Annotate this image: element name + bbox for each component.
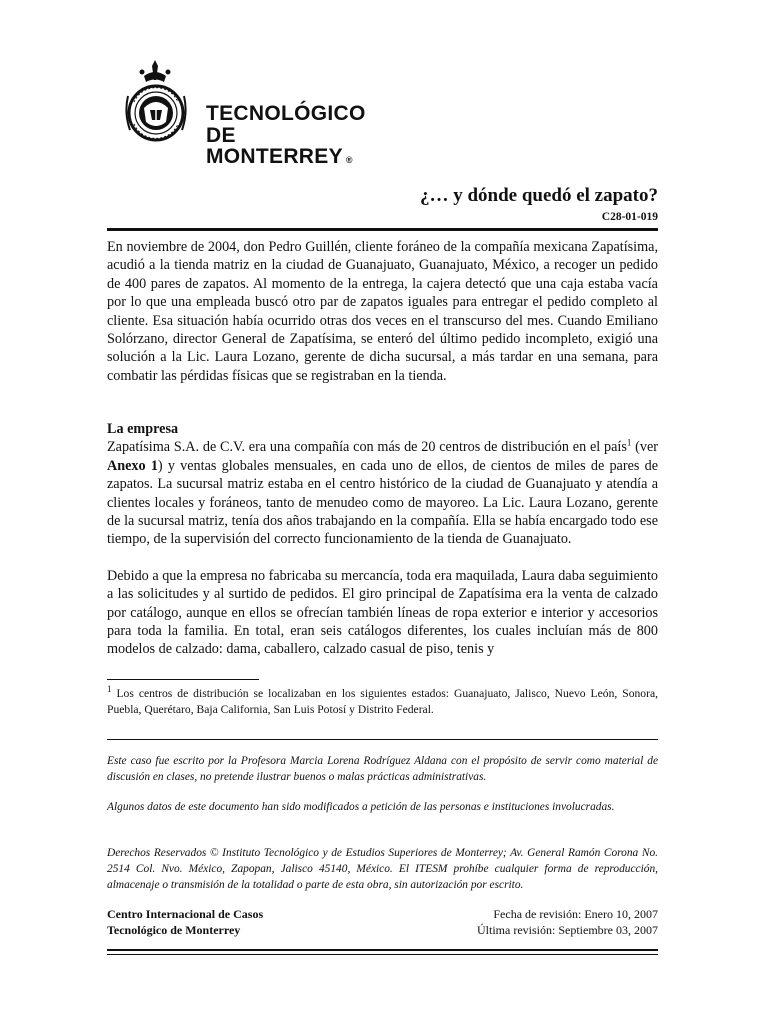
revision-date: Fecha de revisión: Enero 10, 2007 [493,907,658,921]
section-paragraph-1 [107,438,658,548]
modified-note: Algunos datos de este documento han sido modificados a petición de las personas e instituciones involucradas. [107,801,615,813]
intro-text: En noviembre de 2004, don Pedro Guillén, cliente foráneo de la compañía mexicana Zapatísima, acudió a la tienda matriz en la ciudad de Guanajuato, Guanajuato, México, a recoger un pedido de 400 pares de zapatos. Al momento de la entrega, la cajera detectó que una caja estaba vacía por lo que una empleada buscó otro par de zapatos iguales para entregar el pedido completo al cliente. Esa situación había ocurrido otras dos veces en el transcurso del mes. Cuando Emiliano Solórzano, director General de Zapatísima, se enteró del último pedido incompleto, exigió una solución a la Lic. Laura Lozano, gerente de dicha sucursal, a más tardar en una semana, para combatir las pérdidas físicas que se registraban en la tienda. [107,239,658,384]
last-revision-date: Última revisión: Septiembre 03, 2007 [477,923,658,937]
authorship-note: Este caso fue escrito por la Profesora Marcia Lorena Rodríguez Aldana con el propósito de servir como material de discusión en clases, no pretende ilustrar buenos o malas prácticas administrativas. [107,755,658,783]
section-paragraph-2: Debido a que la empresa no fabricaba su mercancía, toda era maquilada, Laura daba seguimiento a las solicitudes y al surtido de pedidos. El giro principal de Zapatísima era la venta de calzado por catálogo, aunque en ellos se ofrecían también líneas de ropa exterior e interior y accesorios para toda la familia. En total, eran seis catálogos diferentes, los cuales incluían más de 800 modelos de calzado: dama, caballero, calzado casual de piso, tenis y [107,567,658,658]
logo-line-2 [206,125,382,167]
section-la-empresa [107,420,658,659]
footer-right [477,906,658,938]
footer-org-1: Centro Internacional de Casos [107,907,264,921]
logo-line-2-text: DE MONTERREY [206,124,343,168]
rights-note: Derechos Reservados © Instituto Tecnológico y de Estudios Superiores de Monterrey; Av. General Ramón Corona No. 2514 Col. Nvo. México, Zapopan, Jalisco 45140, México. El ITESM prohíbe cualquier forma de reproducción, almacenaje o transmisión de la totalidad o parte de esta obra, sin autorización por escrito. [107,847,658,891]
intro-paragraph [107,238,658,385]
tec-monterrey-logo [122,58,382,168]
case-code: C28-01-019 [601,211,658,223]
footer-left [107,906,263,938]
p1-text-c: ) y ventas globales mensuales, en cada uno de ellos, de cientos de miles de pares de zapatos. La sucursal matriz estaba en el centro histórico de la ciudad de Guanajuato y atendía a clientes locales y foráneos, tanto de menudeo como de mayoreo. La Lic. Laura Lozano, gerente de la sucursal matriz, tenía dos años trabajando en la compañía. Ella se había encargado todo ese tiempo, de la supervisión del correcto funcionamiento de la tienda de Guanajuato. [107,457,658,548]
footnote [107,686,658,718]
registered-mark: ® [345,155,353,165]
footer-rule-1 [107,949,658,951]
logo-line-1: TECNOLÓGICO [206,102,366,125]
footnote-number: 1 [107,684,112,695]
footnote-rule [107,679,259,680]
notes-rule-top [107,739,658,740]
p1-text-b: (ver [631,439,658,456]
footer-org-2: Tecnológico de Monterrey [107,923,241,937]
seal-icon [122,58,202,158]
p1-text-a: Zapatísima S.A. de C.V. era una compañía con más de 20 centros de distribución en el país [107,439,627,456]
case-title: ¿… y dónde quedó el zapato? [419,185,658,206]
section-heading: La empresa [107,421,179,437]
footnote-ref: 1 [626,437,632,448]
footer-rule-2 [107,954,658,955]
anexo-ref: Anexo 1 [107,457,158,474]
header-rule [107,228,658,231]
footnote-text: Los centros de distribución se localizaban en los siguientes estados: Guanajuato, Jalisco, Nuevo León, Sonora, Puebla, Querétaro, Baja California, San Luis Potosí y Distrito Federal. [107,687,658,716]
